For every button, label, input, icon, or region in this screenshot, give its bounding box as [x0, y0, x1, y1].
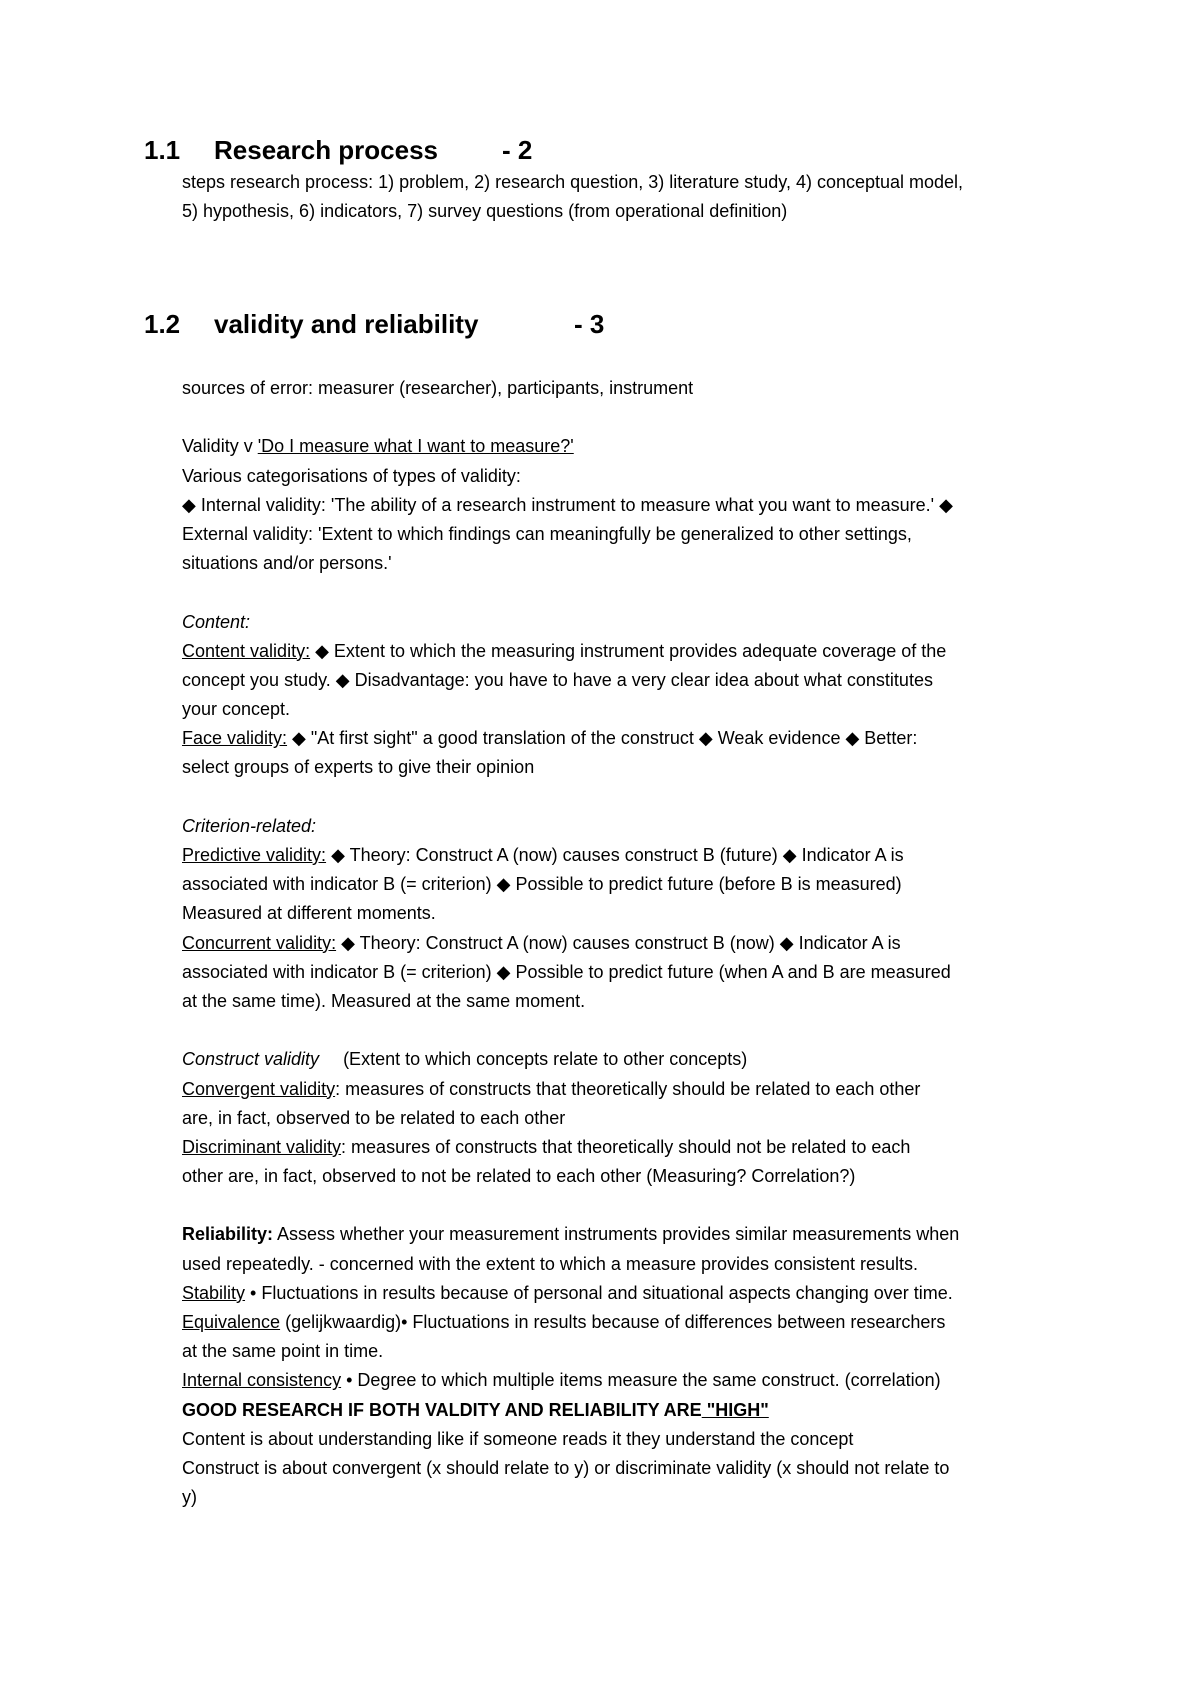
predictive-validity-line: Predictive validity: ◆ Theory: Construct A (now) causes construct B (future) ◆ Indicator A is: [182, 845, 904, 865]
term-label: Stability: [182, 1282, 246, 1303]
section-page-ref: - 3: [574, 309, 605, 339]
content-validity-line: your concept.: [182, 699, 291, 720]
content-validity-line: Content validity: ◆ Extent to which the measuring instrument provides adequate coverage of the: [182, 640, 947, 661]
construct-subheading: Construct validity: [182, 1049, 320, 1070]
face-validity-line: select groups of experts to give their opinion: [182, 757, 535, 778]
term-label: Convergent validity: [182, 1078, 336, 1099]
external-validity-line: situations and/or persons.': [182, 553, 392, 574]
discriminant-validity-line: other are, in fact, observed to not be related to each other (Measuring? Correlation?): [182, 1166, 856, 1187]
content-subheading: Content:: [182, 611, 251, 632]
high-emphasis: "HIGH": [701, 1399, 769, 1420]
term-label: Discriminant validity: [182, 1136, 342, 1157]
section-1-2-body: [182, 374, 1082, 1512]
note-line: Content is about understanding like if someone reads it they understand the concept: [182, 1428, 854, 1449]
validity-question: 'Do I measure what I want to measure?': [257, 436, 574, 457]
external-validity-line: External validity: 'Extent to which findings can meaningfully be generalized to other settings,: [182, 523, 912, 544]
reliability-line: used repeatedly. - concerned with the extent to which a measure provides consistent results.: [182, 1253, 919, 1274]
section-number: 1.1: [144, 135, 181, 165]
section-title: Research process: [214, 135, 439, 165]
section-title: validity and reliability: [214, 309, 479, 339]
good-research-line: GOOD RESEARCH IF BOTH VALDITY AND RELIABILITY ARE "HIGH": [182, 1399, 769, 1420]
section-number: 1.2: [144, 309, 181, 339]
concurrent-validity-line: at the same time). Measured at the same moment.: [182, 990, 586, 1011]
paragraph-line: 5) hypothesis, 6) indicators, 7) survey questions (from operational definition): [182, 201, 788, 222]
section-page-ref: - 2: [502, 135, 533, 165]
validity-definition: Validity v 'Do I measure what I want to measure?': [182, 436, 574, 457]
predictive-validity-line: Measured at different moments.: [182, 903, 436, 924]
internal-consistency-line: Internal consistency • Degree to which multiple items measure the same construct. (correlation): [182, 1370, 941, 1391]
term-label: Internal consistency: [182, 1370, 342, 1391]
equivalence-line: at the same point in time.: [182, 1341, 384, 1362]
term-label: Predictive validity:: [182, 845, 327, 865]
term-label: Equivalence: [182, 1312, 281, 1332]
section-heading-1-2: [144, 308, 604, 340]
convergent-validity-line: are, in fact, observed to be related to each other: [182, 1107, 566, 1128]
note-line: Construct is about convergent (x should relate to y) or discriminate validity (x should not relate to: [182, 1457, 950, 1478]
paragraph-line: steps research process: 1) problem, 2) research question, 3) literature study, 4) conceptual model,: [182, 172, 964, 192]
term-label: Concurrent validity:: [182, 932, 337, 953]
term-label: Content validity:: [182, 640, 311, 661]
discriminant-validity-line: Discriminant validity: measures of constructs that theoretically should not be related to each: [182, 1136, 911, 1157]
concurrent-validity-line: Concurrent validity: ◆ Theory: Construct A (now) causes construct B (now) ◆ Indicator A is: [182, 932, 901, 953]
content-validity-line: concept you study. ◆ Disadvantage: you have to have a very clear idea about what constitutes: [182, 669, 933, 690]
concurrent-validity-line: associated with indicator B (= criterion) ◆ Possible to predict future (when A and B are measured: [182, 961, 951, 982]
predictive-validity-line: associated with indicator B (= criterion) ◆ Possible to predict future (before B is measured): [182, 874, 902, 895]
section-heading-1-1: [144, 134, 532, 166]
stability-line: Stability • Fluctuations in results because of personal and situational aspects changing over time.: [182, 1282, 953, 1303]
internal-validity-line: ◆ Internal validity: 'The ability of a research instrument to measure what you want to measure.' ◆: [182, 494, 953, 515]
convergent-validity-line: Convergent validity: measures of constructs that theoretically should be related to each other: [182, 1078, 921, 1099]
reliability-line: Reliability: Assess whether your measurement instruments provides similar measurements when: [182, 1224, 960, 1245]
construct-validity-line: Construct validity (Extent to which concepts relate to other concepts): [182, 1049, 748, 1070]
term-label: Face validity:: [182, 728, 288, 749]
note-line: y): [182, 1487, 197, 1508]
equivalence-line: Equivalence (gelijkwaardig)• Fluctuations in results because of differences between researchers: [182, 1312, 946, 1332]
section-1-1-body: [182, 168, 1082, 226]
term-label: Reliability:: [182, 1224, 274, 1245]
sources-of-error: sources of error: measurer (researcher), participants, instrument: [182, 378, 694, 398]
criterion-subheading: Criterion-related:: [182, 815, 317, 836]
face-validity-line: Face validity: ◆ "At first sight" a good translation of the construct ◆ Weak evidence ◆ Better:: [182, 728, 918, 749]
categorisations-line: Various categorisations of types of validity:: [182, 465, 521, 486]
